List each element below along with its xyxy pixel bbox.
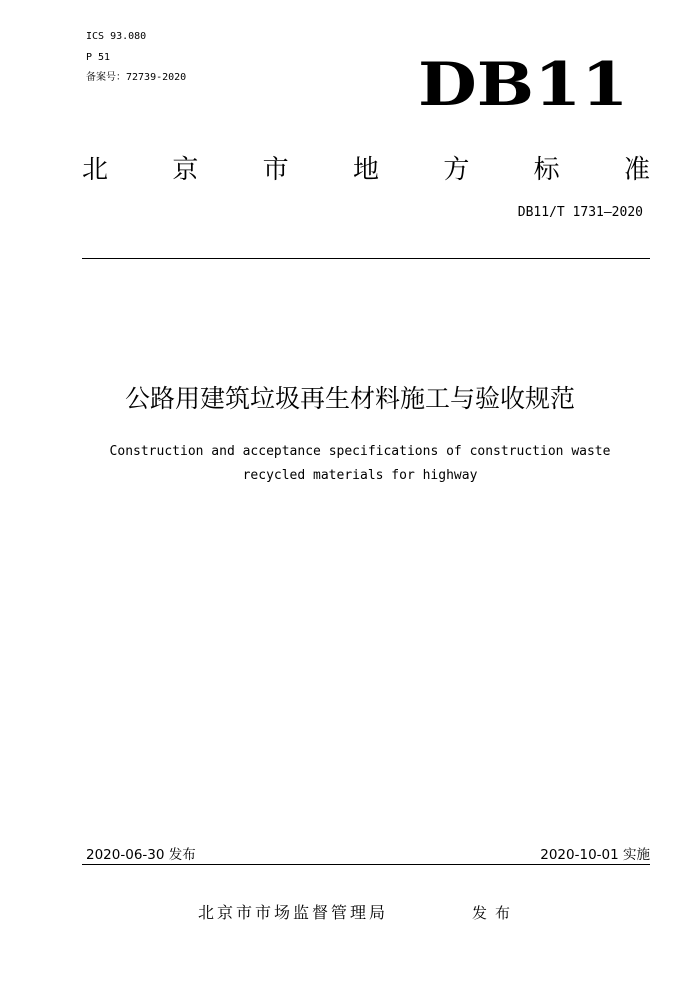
filing-number: 备案号：72739-2020 [86, 72, 187, 83]
issuing-authority: 北京市市场监督管理局 [198, 903, 389, 922]
db11-logo: DB11 [418, 50, 629, 120]
bottom-divider [82, 864, 650, 865]
ccs-code: P 51 [86, 52, 111, 63]
standard-type-char: 京 [172, 155, 199, 185]
issue-label: 发布 [472, 904, 519, 922]
standard-number: DB11/T 1731—2020 [517, 205, 643, 220]
standard-type-char: 市 [262, 155, 289, 185]
implement-date: 2020-10-01 实施 [540, 847, 650, 863]
standard-type-char: 准 [623, 155, 650, 185]
standard-type-char: 地 [352, 155, 379, 185]
publish-date: 2020-06-30 发布 [86, 847, 196, 863]
ics-code: ICS 93.080 [86, 31, 147, 42]
document-title-english-line-1: Construction and acceptance specifications of construction waste [109, 444, 611, 459]
document-title-english-line-2: recycled materials for highway [242, 468, 478, 483]
standard-type-char: 方 [443, 155, 470, 185]
document-title-chinese: 公路用建筑垃圾再生材料施工与验收规范 [124, 384, 575, 413]
standard-type-char: 北 [82, 155, 109, 185]
top-divider [82, 258, 650, 259]
standard-type-heading [82, 152, 650, 188]
standard-type-char: 标 [533, 155, 560, 185]
